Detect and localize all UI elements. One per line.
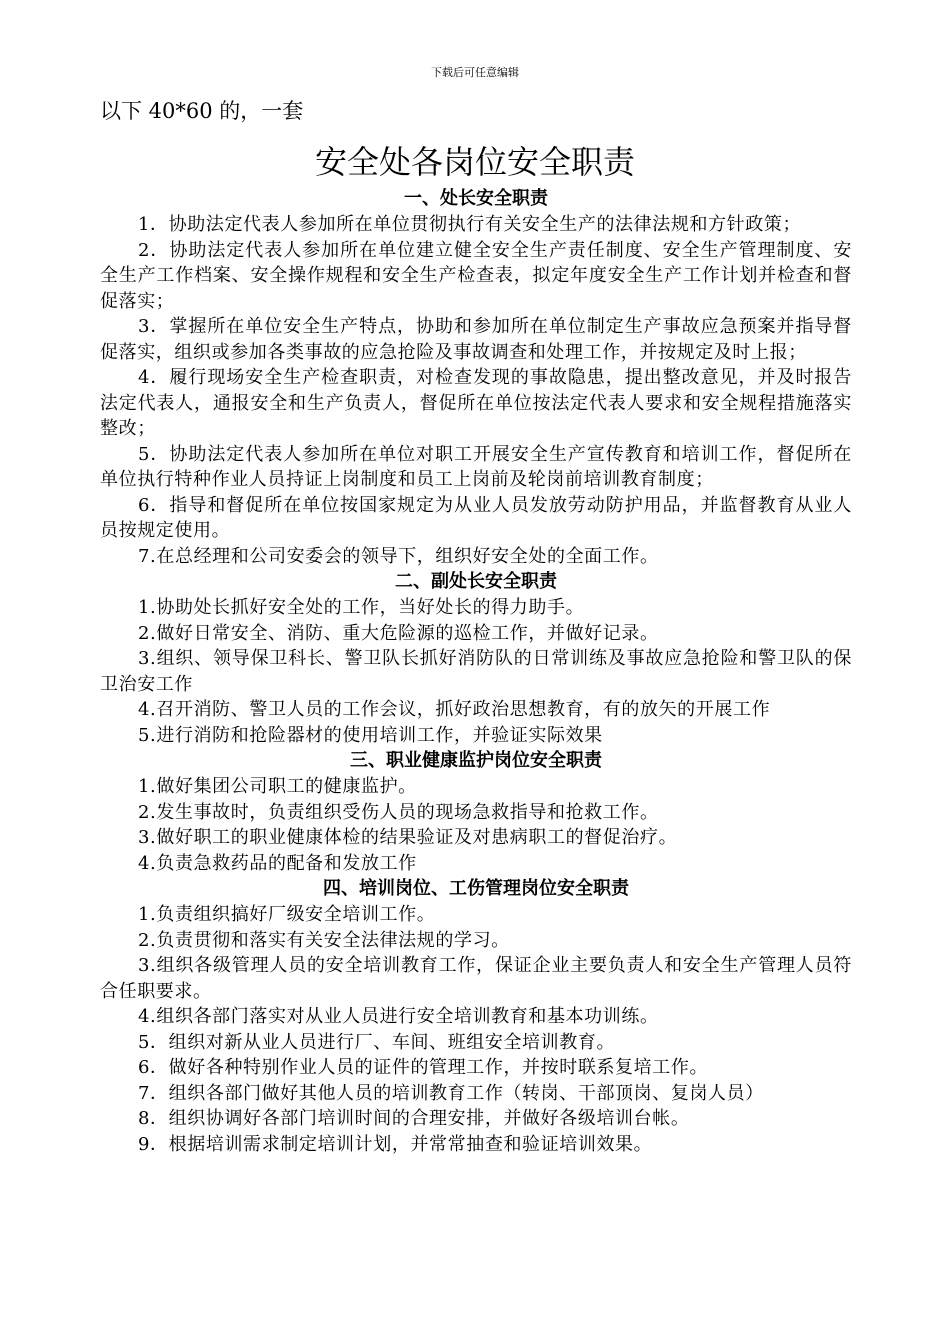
section-heading: 四、培训岗位、工伤管理岗位安全职责 <box>323 878 629 899</box>
list-item: 1.做好集团公司职工的健康监护。 <box>138 776 417 797</box>
section-heading: 二、副处长安全职责 <box>395 571 557 592</box>
list-item: 4.召开消防、警卫人员的工作会议，抓好政治思想教育，有的放矢的开展工作 <box>138 699 771 720</box>
list-item: 1．协助法定代表人参加所在单位贯彻执行有关安全生产的法律法规和方针政策； <box>138 214 802 235</box>
list-item: 7.在总经理和公司安委会的领导下，组织好安全处的全面工作。 <box>138 545 659 567</box>
list-item: 2.做好日常安全、消防、重大危险源的巡检工作，并做好记录。 <box>138 622 659 644</box>
list-item: 3.组织各级管理人员的安全培训教育工作，保证企业主要负责人和安全生产管理人员符合任职要求。 <box>100 955 852 1002</box>
page-title: 安全处各岗位安全职责 <box>314 143 635 181</box>
intro-line: 以下 40*60 的，一套 <box>100 99 304 123</box>
header-note: 下载后可任意编辑 <box>431 66 519 79</box>
list-item: 1.协助处长抓好安全处的工作，当好处长的得力助手。 <box>138 597 585 618</box>
list-item: 2.负责贯彻和落实有关安全法律法规的学习。 <box>138 929 510 951</box>
list-item: 4.负责急救药品的配备和发放工作 <box>138 852 417 874</box>
list-item: 8．组织协调好各部门培训时间的合理安排，并做好各级培训台帐。 <box>138 1108 690 1129</box>
list-item: 6．指导和督促所在单位按国家规定为从业人员发放劳动防护用品，并监督教育从业人员按规定使用。 <box>100 494 852 541</box>
list-item: 2.发生事故时，负责组织受伤人员的现场急救指导和抢救工作。 <box>138 801 659 823</box>
list-item: 6．做好各种特别作业人员的证件的管理工作，并按时联系复培工作。 <box>138 1057 709 1078</box>
document-body <box>100 186 852 1157</box>
list-item: 5．协助法定代表人参加所在单位对职工开展安全生产宣传教育和培训工作，督促所在单位执行特种作业人员持证上岗制度和员工上岗前及轮岗前培训教育制度； <box>100 443 852 490</box>
list-item: 5.进行消防和抢险器材的使用培训工作，并验证实际效果 <box>138 724 603 746</box>
list-item: 3．掌握所在单位安全生产特点，协助和参加所在单位制定生产事故应急预案并指导督促落实，组织或参加各类事故的应急抢险及事故调查和处理工作，并按规定及时上报； <box>100 316 852 363</box>
list-item: 4.组织各部门落实对从业人员进行安全培训教育和基本功训练。 <box>138 1006 659 1027</box>
list-item: 4．履行现场安全生产检查职责，对检查发现的事故隐患，提出整改意见，并及时报告法定代表人，通报安全和生产负责人，督促所在单位按法定代表人要求和安全规程措施落实整改； <box>100 367 852 439</box>
list-item: 5．组织对新从业人员进行厂、车间、班组安全培训教育。 <box>138 1031 616 1053</box>
section-heading: 三、职业健康监护岗位安全职责 <box>350 750 602 771</box>
list-item: 3.组织、领导保卫科长、警卫队长抓好消防队的日常训练及事故应急抢险和警卫队的保卫治安工作 <box>100 648 852 695</box>
section-heading: 一、处长安全职责 <box>404 188 548 209</box>
list-item: 2．协助法定代表人参加所在单位建立健全安全生产责任制度、安全生产管理制度、安全生产工作档案、安全操作规程和安全生产检查表，拟定年度安全生产工作计划并检查和督促落实； <box>100 239 852 312</box>
list-item: 1.负责组织搞好厂级安全培训工作。 <box>138 904 436 925</box>
list-item: 9．根据培训需求制定培训计划，并常常抽查和验证培训效果。 <box>138 1133 653 1155</box>
list-item: 3.做好职工的职业健康体检的结果验证及对患病职工的督促治疗。 <box>138 827 678 848</box>
list-item: 7．组织各部门做好其他人员的培训教育工作（转岗、干部顶岗、复岗人员） <box>138 1082 764 1104</box>
